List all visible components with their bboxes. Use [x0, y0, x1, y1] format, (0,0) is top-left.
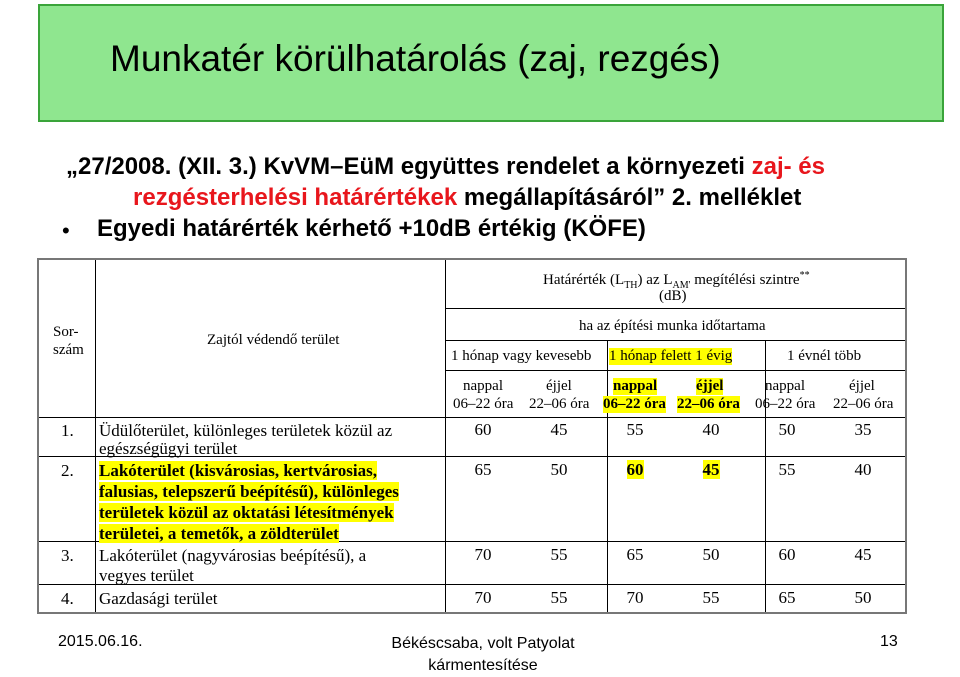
- footer-center-line-1: Békéscsaba, volt Patyolat: [391, 635, 575, 652]
- period-hours: 06–22 óra: [603, 396, 666, 412]
- slide-title: Munkatér körülhatárolás (zaj, rezgés): [110, 38, 721, 79]
- duration-2: 1 hónap felett 1 évig: [609, 348, 733, 364]
- row-area-line: [99, 481, 399, 502]
- value-cell: 70: [474, 545, 492, 564]
- footer-date: 2015.06.16.: [58, 633, 143, 650]
- header-area: Zajtól védendő terület: [207, 332, 340, 348]
- row-number: 3.: [61, 546, 74, 565]
- row-area-line: [99, 460, 377, 481]
- period-name: éjjel: [696, 378, 724, 394]
- period-name: nappal: [613, 378, 658, 394]
- header-duration: ha az építési munka időtartama: [579, 318, 766, 334]
- value-cell: 45: [854, 545, 872, 564]
- row-area-line-text: Lakóterület (kisvárosias, kertvárosias,: [99, 461, 377, 480]
- value-cell: 55: [626, 420, 644, 439]
- row-number: 1.: [61, 421, 74, 440]
- value-cell: 60: [474, 420, 492, 439]
- row-area-line: Lakóterület (nagyvárosias beépítésű), a: [99, 546, 367, 565]
- header-limit-a: Határérték (L: [543, 272, 625, 288]
- value-cell: 70: [474, 588, 492, 607]
- period-name: nappal: [463, 378, 503, 394]
- header-limit-c: megítélési szintre: [690, 272, 800, 288]
- header-limit-sub1: TH: [624, 280, 638, 291]
- grid-line: [39, 417, 905, 418]
- row-area-line: egészségügyi terület: [99, 439, 238, 458]
- period-hours: 22–06 óra: [833, 396, 894, 412]
- value-cell: 55: [550, 545, 568, 564]
- grid-line: [445, 260, 446, 612]
- intro-line-2-red: rezgésterhelési határértékek: [133, 184, 458, 211]
- intro-line-2: [133, 184, 801, 212]
- value-cell: 50: [702, 545, 720, 564]
- grid-line: [445, 370, 905, 371]
- row-area-line-text: területei, a temetők, a zöldterület: [99, 524, 339, 543]
- grid-line: [445, 308, 905, 309]
- row-area-line: vegyes terület: [99, 566, 194, 585]
- footer-center: [368, 633, 598, 677]
- bullet-text: Egyedi határérték kérhető +10dB értékig (KÖFE): [97, 215, 646, 242]
- value-cell: 50: [854, 588, 872, 607]
- value-cell: 55: [550, 588, 568, 607]
- value-cell: 40: [702, 420, 720, 439]
- footer-page-number: 13: [880, 633, 898, 650]
- period-name: éjjel: [546, 378, 572, 394]
- bullet-icon: •: [62, 218, 70, 243]
- period-hours: 06–22 óra: [453, 396, 514, 412]
- value-cell: 65: [626, 545, 644, 564]
- row-number: 4.: [61, 589, 74, 608]
- value-cell: 55: [702, 588, 720, 607]
- duration-1: 1 hónap vagy kevesebb: [451, 348, 592, 364]
- grid-line: [95, 260, 96, 612]
- period-hours: 22–06 óra: [529, 396, 590, 412]
- value-cell-text: 45: [702, 460, 720, 479]
- value-cell: 50: [550, 460, 568, 479]
- row-number: 2.: [61, 461, 74, 480]
- value-cell-highlight: [605, 460, 665, 480]
- value-cell: 65: [778, 588, 796, 607]
- row-area-line: Üdülőterület, különleges területek közül az: [99, 421, 393, 440]
- header-limit-sup: **: [799, 270, 810, 281]
- row-area-line: [99, 523, 339, 544]
- value-cell: 55: [778, 460, 796, 479]
- duration-3: 1 évnél több: [787, 348, 862, 364]
- period-hours: 22–06 óra: [677, 396, 740, 412]
- limits-table: [37, 258, 907, 614]
- value-cell-text: 60: [626, 460, 644, 479]
- intro-line-1: [66, 153, 825, 181]
- value-cell: 65: [474, 460, 492, 479]
- row-area-line: [99, 502, 394, 523]
- intro-line-2-text: megállapításáról” 2. melléklet: [457, 184, 802, 211]
- period-name: nappal: [765, 378, 805, 394]
- intro-line-1-red: zaj- és: [751, 153, 825, 180]
- period-name: éjjel: [849, 378, 875, 394]
- header-sorszam-2: szám: [53, 342, 84, 358]
- grid-line: [445, 340, 905, 341]
- row-area-line-text: területek közül az oktatási létesítmények: [99, 503, 394, 522]
- header-limit-sub2: AM': [672, 280, 691, 291]
- value-cell: 70: [626, 588, 644, 607]
- row-area-line-text: falusias, telepszerű beépítésű), különleges: [99, 482, 399, 501]
- value-cell: 50: [778, 420, 796, 439]
- value-cell: 60: [778, 545, 796, 564]
- value-cell: 40: [854, 460, 872, 479]
- row-area-line: Gazdasági terület: [99, 589, 218, 608]
- header-limit-b: ) az L: [637, 272, 673, 288]
- period-hours: 06–22 óra: [755, 396, 816, 412]
- intro-line-1-text: „27/2008. (XII. 3.) KvVM–EüM együttes rendelet a környezeti: [66, 153, 752, 180]
- header-unit: (dB): [659, 288, 687, 304]
- value-cell-highlight: [681, 460, 741, 480]
- footer-center-line-2: kármentesítése: [428, 657, 538, 674]
- value-cell: 45: [550, 420, 568, 439]
- header-sorszam: Sor-: [53, 324, 79, 340]
- value-cell: 35: [854, 420, 872, 439]
